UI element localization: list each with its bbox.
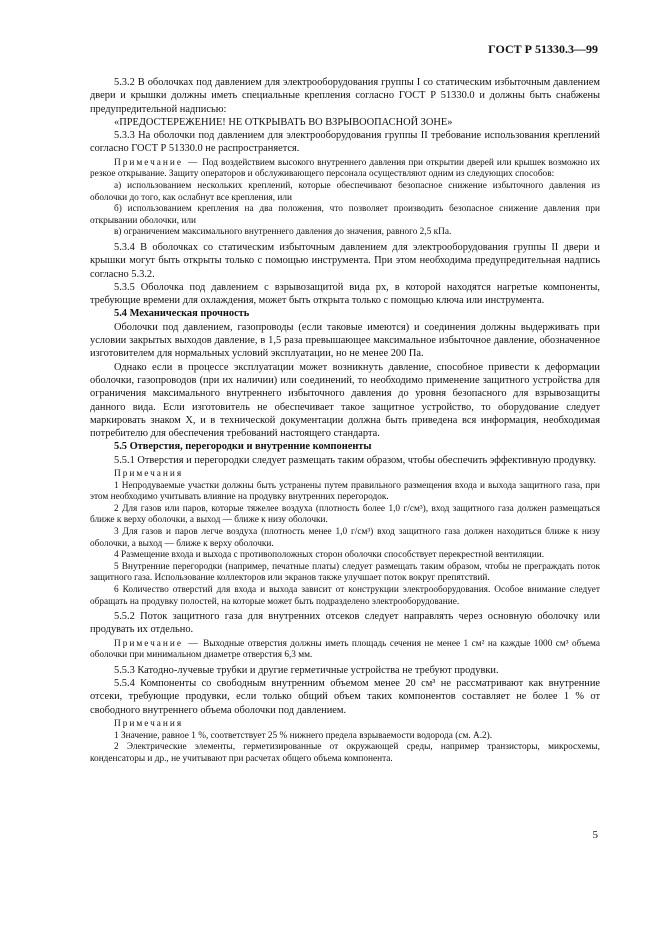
note-5-5-4-item-2: 2 Электрические элементы, герметизированные от окружающей среды, например транзисторы, микросхемы, конденсаторы и др., не учитывают при расчетах общего объема компонента.	[90, 742, 600, 764]
section-5-4-heading: 5.4 Механическая прочность	[114, 308, 250, 320]
note-5-5-2	[90, 639, 600, 662]
paragraph-5-3-5: 5.3.5 Оболочка под давлением с взрывозащитой вида px, в которой находятся нагретые компоненты, требующие времени для охлаждения, может быть открыта только с помощью ключа или инструмента.	[90, 281, 600, 307]
section-5-4-paragraph-1: Оболочки под давлением, газопроводы (если таковые имеются) и соединения должны выдерживать при условии закрытых выходов давление, в 1,5 раза превышающее максимальное избыточное давление, обозначенное изготовителем для нормальных условий эксплуатации, но не менее 200 Па.	[90, 321, 600, 360]
note-5-5-1-item-4: 4 Размещение входа и выхода с противоположных сторон оболочки способствует перекрестной вентиляции.	[114, 550, 545, 561]
note-label: Примечание —	[114, 638, 200, 649]
paragraph-5-5-1: 5.5.1 Отверстия и перегородки следует размещать таким образом, чтобы обеспечить эффективную продувку.	[114, 454, 597, 466]
notes-label-2: Примечания	[114, 719, 184, 730]
page-number: 5	[592, 829, 598, 841]
note-item-a: а) использованием нескольких креплений, которые обеспечивают безопасное снижение избыточного давления из оболочки до того, как ослабнут все крепления, или	[90, 180, 600, 203]
section-5-5-heading: 5.5 Отверстия, перегородки и внутренние компоненты	[114, 441, 372, 453]
section-5-4-paragraph-2: Однако если в процессе эксплуатации может возникнуть давление, способное привести к деформации оболочки, газопроводов (при их наличии) или соединений, то необходимо применение защитного устройства для ограничения максимального внутреннего избыточного давления до уровня безопасного для взрывозащиты данного вида. Если изготовитель не обеспечивает такое защитное устройство, то оборудование следует маркировать знаком X, и в технической документации должна быть приведена вся информация, необходимая потребителю для обеспечения требований настоящего стандарта.	[90, 361, 600, 440]
note-5-5-4-item-1: 1 Значение, равное 1 %, соответствует 25 % нижнего предела взрываемости водорода (см. А.2).	[114, 730, 493, 741]
paragraph-5-5-4: 5.5.4 Компоненты со свободным внутренним объемом менее 20 см³ не рассматривают как внутренние отсеки, требующие продувки, если только общий объем таких компонентов составляет не более 1 % от свободного внутреннего объема оболочки под давлением.	[90, 678, 600, 716]
note-5-5-1-item-3: 3 Для газов и паров легче воздуха (плотность менее 1,0 г/см³) вход защитного газа должен находиться ближе к низу оболочки, а выход — ближе к верху оболочки.	[90, 526, 600, 549]
paragraph-5-3-4: 5.3.4 В оболочках со статическим избыточным давлением для электрооборудования группы II двери и крышки могут быть открыты только с помощью инструмента. При этом необходима предупредительная надпись согласно 5.3.2.	[90, 241, 600, 280]
paragraph-5-3-2: 5.3.2 В оболочках под давлением для электрооборудования группы I со статическим избыточным давлением двери и крышки должны иметь специальные крепления согласно ГОСТ Р 51330.0 и должны быть снабжены предупредительной надписью:	[90, 77, 600, 115]
document-header: ГОСТ Р 51330.3—99	[488, 42, 598, 56]
warning-text: «ПРЕДОСТЕРЕЖЕНИЕ! НЕ ОТКРЫВАТЬ ВО ВЗРЫВООПАСНОЙ ЗОНЕ»	[114, 116, 453, 128]
note-5-5-1-item-1: 1 Непродуваемые участки должны быть устранены путем правильного размещения входа и выхода защитного газа, при этом необходимо учитывать влияние на продувку внутренних перегородок.	[90, 480, 600, 503]
notes-label: Примечания	[114, 468, 184, 479]
note-item-c: в) ограничением максимального внутреннего давления до значения, равного 2,5 кПа.	[114, 227, 452, 238]
note-5-5-1-item-6: 6 Количество отверстий для входа и выхода зависит от конструкции электрооборудования. Особое внимание следует обращать на продувку полостей, на которые может быть подразделено электрооборудование.	[90, 584, 600, 607]
note-text: Под воздействием высокого внутреннего давления при открытии дверей или крышек возможно их резкое открывание. Защиту операторов и обслуживающего персонала осуществляют одним из следующих способов:	[90, 157, 600, 180]
note-5-5-1-item-5: 5 Внутренние перегородки (например, печатные платы) следует размещать таким образом, чтобы не преграждать поток защитного газа. Использование коллекторов или экранов также улучшает поток вокруг препятствий.	[90, 561, 600, 584]
note-1	[90, 158, 600, 181]
paragraph-5-5-3: 5.5.3 Катодно-лучевые трубки и другие герметичные устройства не требуют продувки.	[114, 664, 499, 676]
note-item-b: б) использованием крепления на два положения, что позволяет производить безопасное снижение давления при открывании оболочки, или	[90, 204, 600, 226]
note-label: Примечание —	[114, 157, 200, 168]
note-text: Выходные отверстия должны иметь площадь сечения не менее 1 см² на каждые 1000 см³ объема оболочки при минимальном диаметре отверстия 6,3 мм.	[90, 638, 600, 661]
note-5-5-1-item-2: 2 Для газов или паров, которые тяжелее воздуха (плотность более 1,0 г/см³), вход защитного газа должен размещаться ближе к верху оболочки, а выход — ближе к низу оболочки.	[90, 503, 600, 526]
paragraph-5-5-2: 5.5.2 Поток защитного газа для внутренних отсеков следует направлять через основную оболочку или продувать их отдельно.	[90, 611, 600, 636]
paragraph-5-3-3: 5.3.3 На оболочки под давлением для электрооборудования группы II требование использования креплений согласно ГОСТ Р 51330.0 не распространяется.	[90, 130, 600, 155]
page-content	[90, 76, 600, 765]
